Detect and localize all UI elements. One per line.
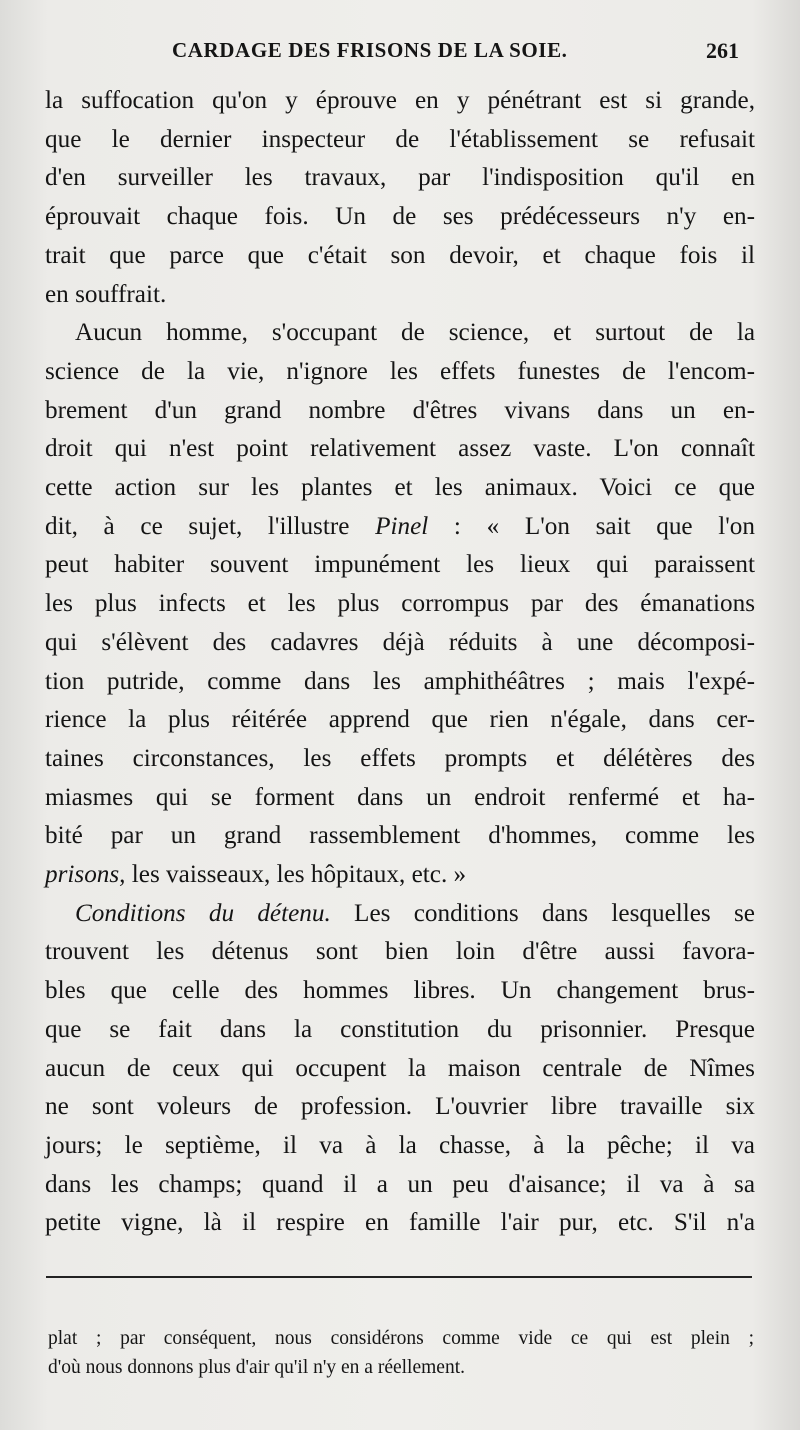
text-segment: les vaisseaux, les hôpitaux, etc. » <box>125 861 467 889</box>
section-heading: Conditions du détenu. <box>75 899 331 927</box>
footnote <box>48 1324 754 1382</box>
italic-word-prisons: prisons, <box>45 861 126 889</box>
author-name-pinel: Pinel <box>375 512 429 540</box>
text-line: science de la vie, n'ignore les effets funestes de l'encom- <box>45 357 755 385</box>
page-header <box>0 38 800 78</box>
text-line: ne sont voleurs de profession. L'ouvrier libre travaille six <box>45 1093 755 1121</box>
text-line: qui s'élèvent des cadavres déjà réduits à une décomposi- <box>45 628 755 656</box>
text-line: que le dernier inspecteur de l'établissement se refusait <box>45 125 755 153</box>
text-line: cette action sur les plantes et les animaux. Voici ce que <box>45 474 755 502</box>
running-title: CARDAGE DES FRISONS DE LA SOIE. <box>172 38 568 62</box>
text-line: bité par un grand rassemblement d'hommes, comme les <box>45 822 755 850</box>
text-line: trait que parce que c'était son devoir, et chaque fois il <box>45 241 755 269</box>
text-line: aucun de ceux qui occupent la maison centrale de Nîmes <box>45 1054 755 1082</box>
text-line: peut habiter souvent impunément les lieux qui paraissent <box>45 551 755 579</box>
text-line: bles que celle des hommes libres. Un changement brus- <box>45 977 755 1005</box>
text-line-pinel <box>45 508 755 547</box>
page-number: 261 <box>706 38 739 63</box>
text-line: éprouvait chaque fois. Un de ses prédécesseurs n'y en- <box>45 203 755 231</box>
text-line: les plus infects et les plus corrompus par des émanations <box>45 590 755 618</box>
text-segment: dit, à ce sujet, l'illustre <box>45 512 376 540</box>
text-line: Aucun homme, s'occupant de science, et surtout de la <box>75 319 755 347</box>
body-text <box>45 82 755 1243</box>
text-line: rience la plus réitérée apprend que rien n'égale, dans cer- <box>45 706 755 734</box>
text-line: petite vigne, là il respire en famille l'air pur, etc. S'il n'a <box>45 1209 755 1237</box>
text-line: taines circonstances, les effets prompts et délétères des <box>45 744 755 772</box>
footnote-separator <box>46 1276 752 1278</box>
section-heading-line <box>45 895 755 934</box>
text-line: que se fait dans la constitution du prisonnier. Presque <box>45 1015 755 1043</box>
text-line: brement d'un grand nombre d'êtres vivans dans un en- <box>45 396 755 424</box>
text-line: en souffrait. <box>45 280 167 308</box>
text-segment: : « L'on sait que l'on <box>428 512 755 540</box>
text-line: trouvent les détenus sont bien loin d'être aussi favora- <box>45 938 755 966</box>
text-segment: Les conditions dans lesquelles se <box>330 899 755 927</box>
text-line: miasmes qui se forment dans un endroit renfermé et ha- <box>45 783 755 811</box>
text-line: jours; le septième, il va à la chasse, à la pêche; il va <box>45 1131 755 1159</box>
text-line: dans les champs; quand il a un peu d'aisance; il va à sa <box>45 1170 755 1198</box>
footnote-line: d'où nous donnons plus d'air qu'il n'y en a réellement. <box>48 1357 465 1378</box>
footnote-line: plat ; par conséquent, nous considérons comme vide ce qui est plein ; <box>48 1328 754 1349</box>
text-line <box>45 856 755 895</box>
text-line: d'en surveiller les travaux, par l'indisposition qu'il en <box>45 164 755 192</box>
text-line: la suffocation qu'on y éprouve en y pénétrant est si grande, <box>45 87 755 114</box>
text-line: droit qui n'est point relativement assez vaste. L'on connaît <box>45 435 755 463</box>
text-line: tion putride, comme dans les amphithéâtres ; mais l'expé- <box>45 667 755 695</box>
